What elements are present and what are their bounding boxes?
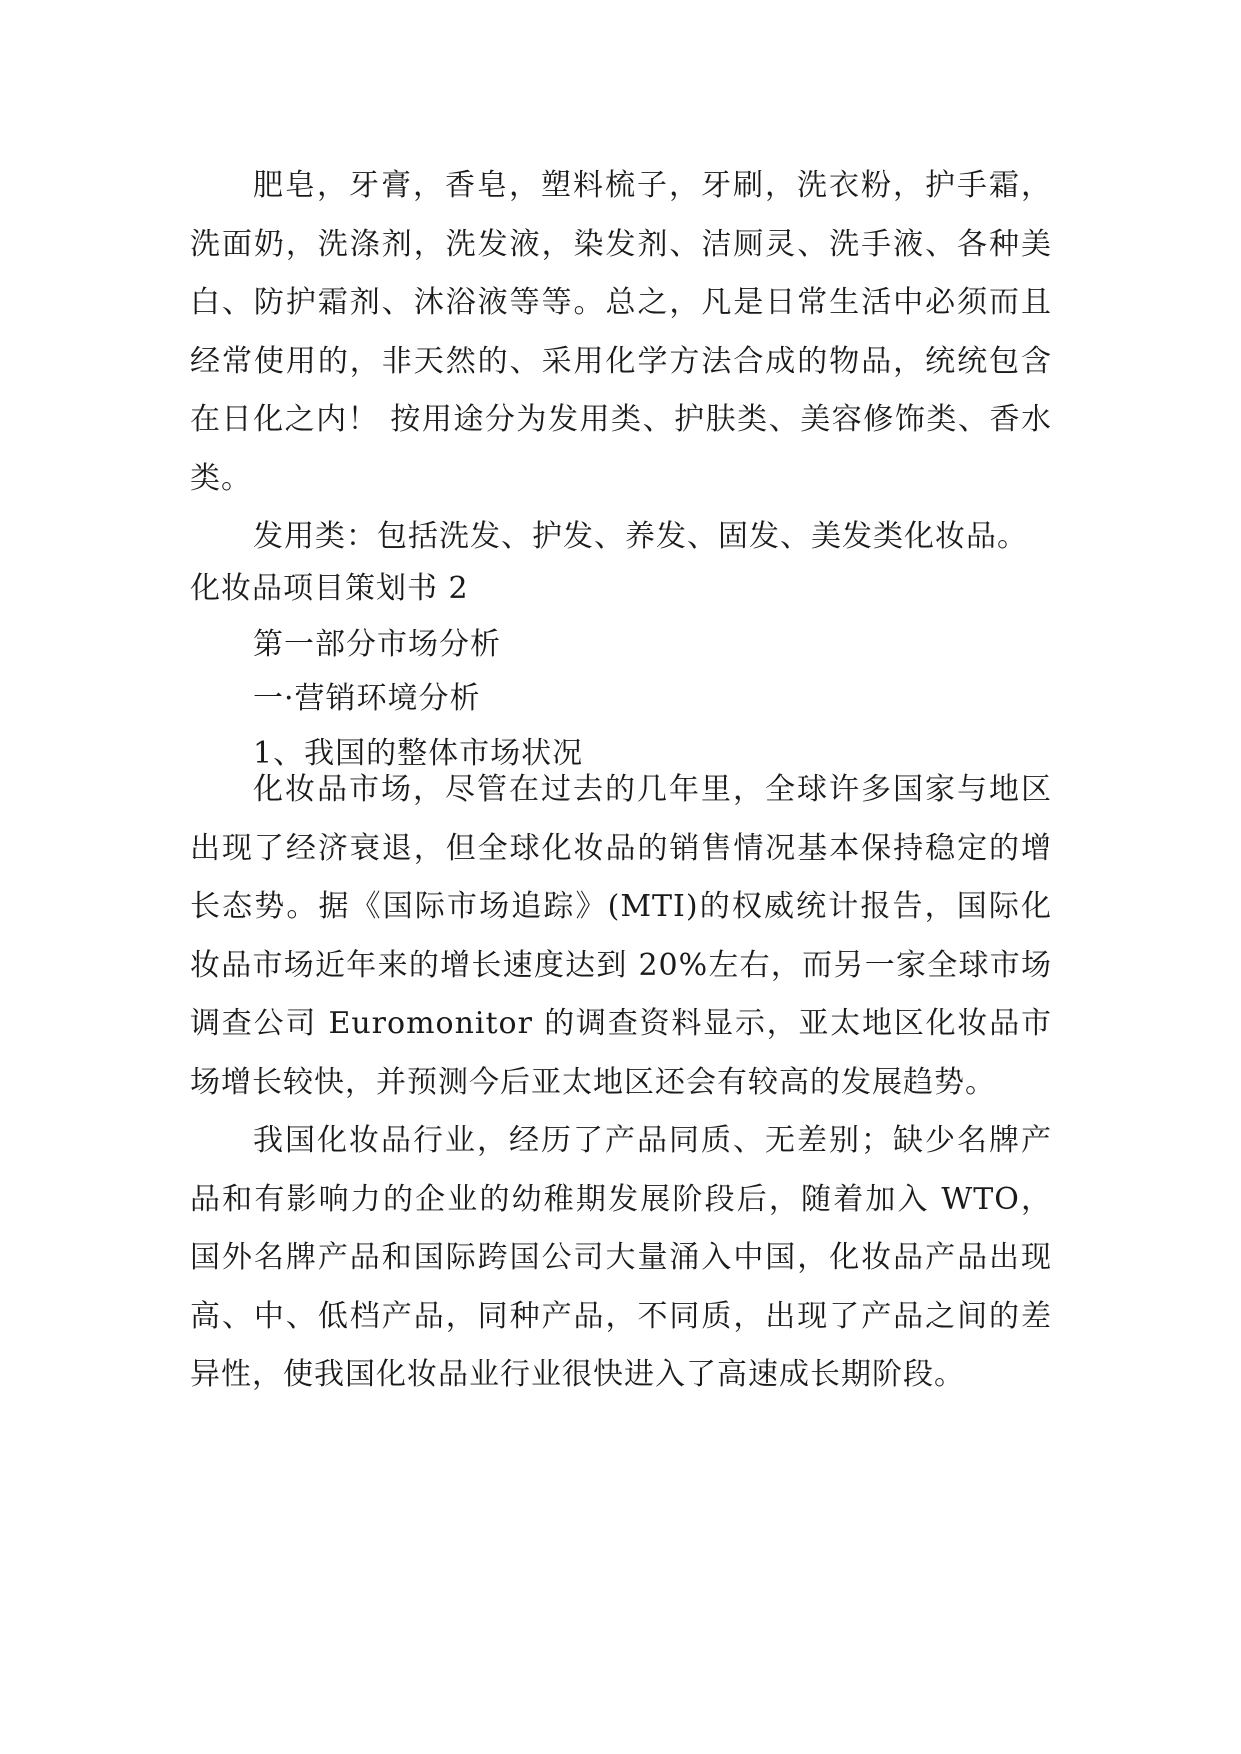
item-heading: 1、我国的整体市场状况 (253, 735, 584, 771)
paragraph-domestic-industry: 我国化妆品行业，经历了产品同质、无差别；缺少名牌产品和有影响力的企业的幼稚期发展阶段后，随着加入 WTO，国外名牌产品和国际跨国公司大量涌入中国，化妆品产品出现高、中、低档产品，同种产品，不同质，出现了产品之间的差异性，使我国化妆品业行业很快进入了高速成长期阶段。 (190, 1123, 1052, 1392)
paragraph-hair-products: 发用类：包括洗发、护发、养发、固发、美发类化妆品。 (253, 519, 1028, 554)
paragraph-daily-chemicals: 肥皂，牙膏，香皂，塑料梳子，牙刷，洗衣粉，护手霜，洗面奶，洗涤剂，洗发液，染发剂、洁厕灵、洗手液、各种美白、防护霜剂、沐浴液等等。总之，凡是日常生活中必须而且经常使用的，非天然的、采用化学方法合成的物品，统统包含在日化之内！ 按用途分为发用类、护肤类、美容修饰类、香水类。 (190, 168, 1052, 496)
market-section (190, 761, 1052, 1405)
paragraph-global-market: 化妆品市场，尽管在过去的几年里，全球许多国家与地区出现了经济衰退，但全球化妆品的销售情况基本保持稳定的增长态势。据《国际市场追踪》(MTI)的权威统计报告，国际化妆品市场近年来的增长速度达到 20%左右，而另一家全球市场调查公司 Euromonitor 的调查资料显示，亚太地区化妆品市场增长较快，并预测今后亚太地区还会有较高的发展趋势。 (190, 772, 1052, 1100)
document-title: 化妆品项目策划书 2 (190, 571, 469, 606)
section-heading: 第一部分市场分析 (253, 626, 501, 662)
intro-section (190, 157, 1052, 567)
subsection-heading: 一·营销环境分析 (253, 681, 481, 716)
plan-heading-section (190, 560, 1052, 783)
